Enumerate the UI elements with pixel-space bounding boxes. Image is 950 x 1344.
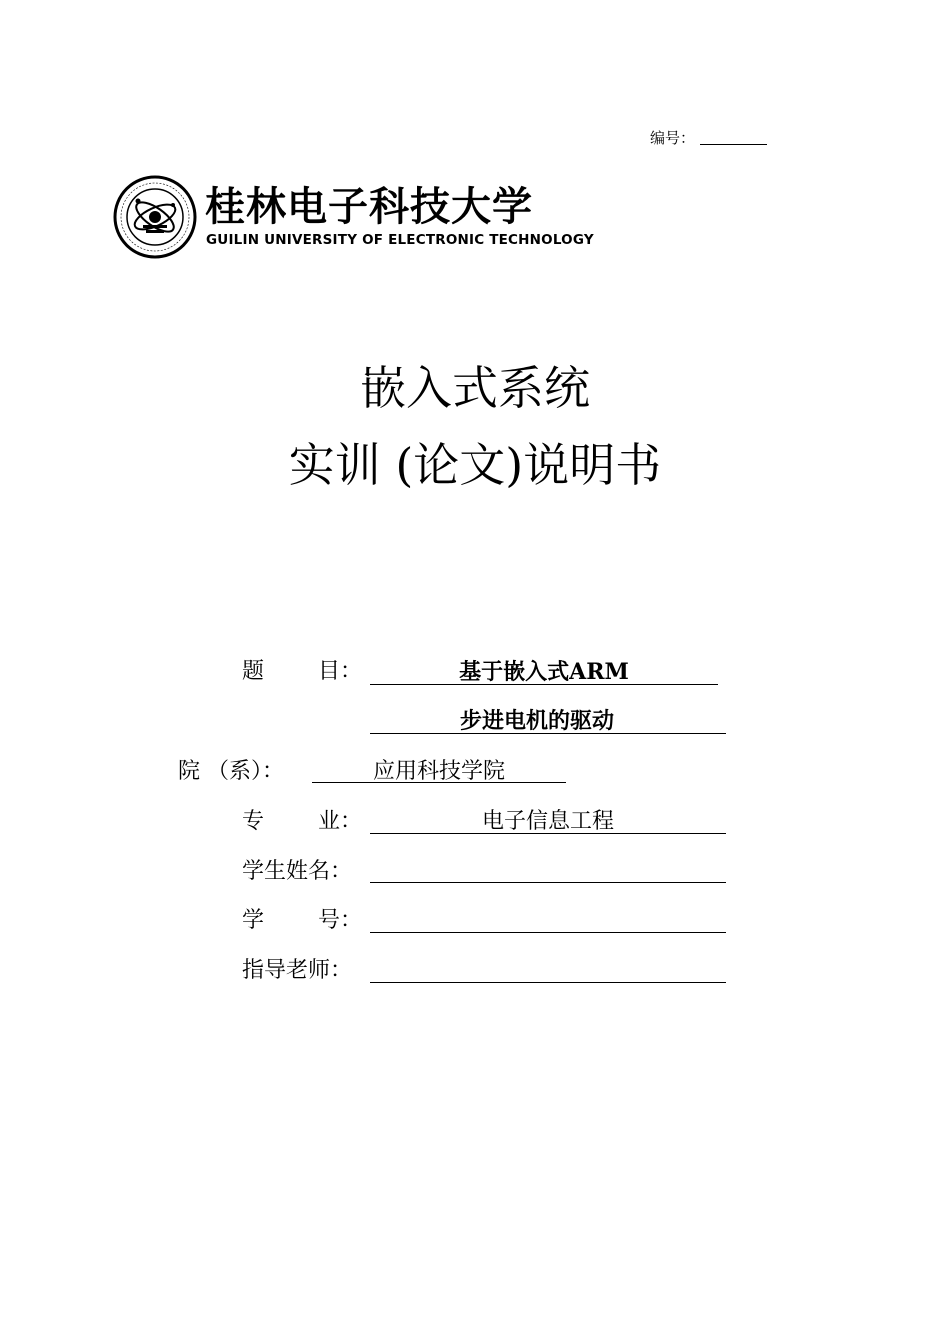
topic-value-line1: 基于嵌入式ARM <box>459 659 629 685</box>
serial-blank-line <box>700 144 767 145</box>
university-name-en: GUILIN UNIVERSITY OF ELECTRONIC TECHNOLOGY <box>206 232 594 248</box>
university-seal-icon <box>113 175 197 259</box>
serial-label: 编号： <box>650 129 696 147</box>
serial-number <box>650 127 695 148</box>
student-name-label: 学生姓名： <box>242 859 353 884</box>
university-name-cn: 桂林电子科技大学 <box>205 183 533 230</box>
student-name-underline <box>370 882 726 883</box>
doc-title-line2: 实训 (论文)说明书 <box>288 438 662 492</box>
student-id-label: 学 号： <box>242 908 363 933</box>
doc-title-line1: 嵌入式系统 <box>360 361 590 415</box>
major-value: 电子信息工程 <box>481 809 614 834</box>
major-label: 专 业： <box>242 809 363 834</box>
dept-label: 院 （系）： <box>178 759 284 784</box>
advisor-label: 指导老师： <box>242 958 353 983</box>
topic-label: 题 目： <box>242 659 363 684</box>
dept-value: 应用科技学院 <box>372 759 505 784</box>
student-id-underline <box>370 932 726 933</box>
advisor-underline <box>370 982 726 983</box>
topic-value-line2: 步进电机的驱动 <box>459 708 614 734</box>
